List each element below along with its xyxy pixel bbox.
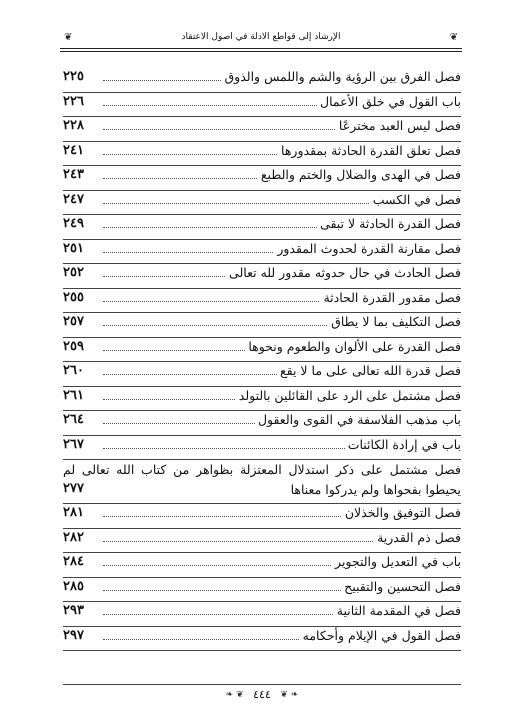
toc-entry-title: فصل التكليف بما لا يطاق bbox=[328, 313, 461, 331]
toc-entry-title: فصل الفرق بين الرؤية والشم واللمس والذوق bbox=[221, 68, 461, 86]
toc-entry-title: فصل في المقدمة الثانية bbox=[334, 602, 461, 620]
toc-entry bbox=[63, 166, 461, 191]
toc-entry-title: فصل تعلق القدرة الحادثة بمقدورها bbox=[278, 142, 461, 160]
toc-entry-title: فصل التحسين والتقبيح bbox=[341, 578, 461, 596]
toc-entry-title: فصل القدرة الحادثة لا تبقى bbox=[317, 215, 461, 233]
toc-entry bbox=[63, 553, 461, 578]
toc-entry bbox=[63, 411, 461, 436]
header-ornament-left-icon: ❦ bbox=[64, 32, 73, 43]
toc-entry bbox=[63, 68, 461, 93]
toc-entry-page: ٢٢٨ bbox=[63, 118, 84, 133]
table-of-contents bbox=[63, 68, 461, 651]
toc-entry-title: باب القول في خلق الأعمال bbox=[317, 93, 461, 111]
toc-entry-page: ٢٩٣ bbox=[63, 603, 84, 618]
toc-entry-title: فصل في الكسب bbox=[370, 191, 461, 209]
toc-entry-page: ٢٢٦ bbox=[63, 93, 84, 109]
toc-entry-title: فصل مشتمل على ذكر استدلال المعتزلة بظواهر من كتاب الله تعالى لم يحيطوا بفحواها ولم يدركوا معناها bbox=[60, 460, 461, 500]
footer-ornament-right-icon: ❦ ❧ bbox=[280, 690, 299, 700]
toc-row-rule bbox=[63, 650, 461, 651]
toc-entry-page: ٢٤٣ bbox=[63, 167, 84, 182]
toc-entry-page: ٢٥٩ bbox=[63, 338, 84, 354]
footer-rule bbox=[63, 684, 461, 685]
toc-entry-title: فصل قدرة الله تعالى على ما لا يقع bbox=[277, 362, 461, 380]
toc-entry bbox=[63, 436, 461, 461]
toc-entry-page: ٢٨٥ bbox=[63, 578, 84, 594]
toc-entry-title: فصل ذم القدرية bbox=[374, 529, 461, 547]
toc-entry-page: ٢٩٧ bbox=[63, 627, 84, 643]
toc-entry-title: فصل التوفيق والخذلان bbox=[342, 504, 461, 522]
running-header-title: الإرشاد إلى قواطع الأدلة في أصول الاعتقاد bbox=[181, 32, 341, 42]
toc-entry bbox=[63, 215, 461, 240]
toc-entry-page: ٢٨١ bbox=[63, 505, 84, 520]
page-number: ٤٤٤ bbox=[253, 688, 271, 701]
toc-entry-title: فصل في الهدى والضلال والختم والطبع bbox=[258, 166, 461, 184]
toc-entry-page: ٢٦٧ bbox=[63, 436, 84, 452]
toc-entry-title: فصل ليس العبد مخترعًا bbox=[336, 117, 461, 135]
toc-entry-title: فصل الحادث في حال حدوثه مقدور لله تعالى bbox=[226, 264, 461, 282]
page-footer bbox=[63, 684, 461, 706]
toc-entry-page: ٢٦٤ bbox=[63, 412, 84, 427]
toc-entry-title: باب في إرادة الكائنات bbox=[345, 436, 461, 454]
toc-entry bbox=[63, 529, 461, 554]
header-rule bbox=[60, 48, 462, 49]
toc-entry-page: ٢٥٢ bbox=[63, 265, 84, 280]
toc-entry bbox=[63, 338, 461, 363]
toc-entry-title: باب مذهب الفلاسفة في القوى والعقول bbox=[255, 411, 461, 429]
toc-entry bbox=[63, 240, 461, 265]
toc-entry-page: ٢٤١ bbox=[63, 142, 84, 158]
toc-entry bbox=[63, 504, 461, 529]
toc-entry-title: فصل القدرة على الألوان والطعوم ونحوها bbox=[245, 338, 461, 356]
toc-entry bbox=[63, 460, 461, 504]
toc-entry-page: ٢٥٥ bbox=[63, 289, 84, 305]
toc-entry-page: ٢٦١ bbox=[63, 387, 84, 403]
toc-entry-title: فصل القول في الإيلام وأحكامه bbox=[300, 627, 461, 645]
toc-entry-page: ٢٢٥ bbox=[63, 69, 84, 84]
toc-entry-page: ٢٤٧ bbox=[63, 191, 84, 207]
toc-entry bbox=[63, 117, 461, 142]
running-header bbox=[60, 30, 462, 54]
toc-entry-title: فصل مشتمل على الرد على القائلين بالتولد bbox=[236, 387, 461, 405]
toc-entry-page: ٢٨٤ bbox=[63, 554, 84, 569]
toc-entry-title: فصل مقارنة القدرة لحدوث المقدور bbox=[274, 240, 461, 258]
toc-entry-page: ٢٦٠ bbox=[63, 363, 84, 378]
toc-entry bbox=[63, 142, 461, 167]
toc-entry bbox=[63, 387, 461, 412]
toc-entry-page: ٢٤٩ bbox=[63, 216, 84, 231]
toc-entry bbox=[63, 602, 461, 627]
header-rule-double bbox=[60, 51, 462, 52]
toc-entry bbox=[63, 264, 461, 289]
toc-entry-page: ٢٧٧ bbox=[63, 481, 84, 496]
toc-entry bbox=[63, 289, 461, 314]
toc-entry bbox=[63, 578, 461, 603]
header-ornament-right-icon: ❦ bbox=[449, 32, 458, 43]
toc-entry bbox=[63, 362, 461, 387]
toc-entry-page: ٢٥١ bbox=[63, 240, 84, 256]
footer-page-number-block bbox=[63, 688, 461, 702]
toc-entry bbox=[63, 93, 461, 118]
toc-entry-title: باب في التعديل والتجوير bbox=[332, 553, 461, 571]
toc-entry bbox=[63, 313, 461, 338]
footer-ornament-left-icon: ❧ ❦ bbox=[225, 690, 244, 700]
toc-entry bbox=[63, 627, 461, 652]
toc-entry-title: فصل مقدور القدرة الحادثة bbox=[320, 289, 461, 307]
toc-entry bbox=[63, 191, 461, 216]
toc-entry-page: ٢٨٢ bbox=[63, 529, 84, 545]
toc-entry-page: ٢٥٧ bbox=[63, 314, 84, 329]
